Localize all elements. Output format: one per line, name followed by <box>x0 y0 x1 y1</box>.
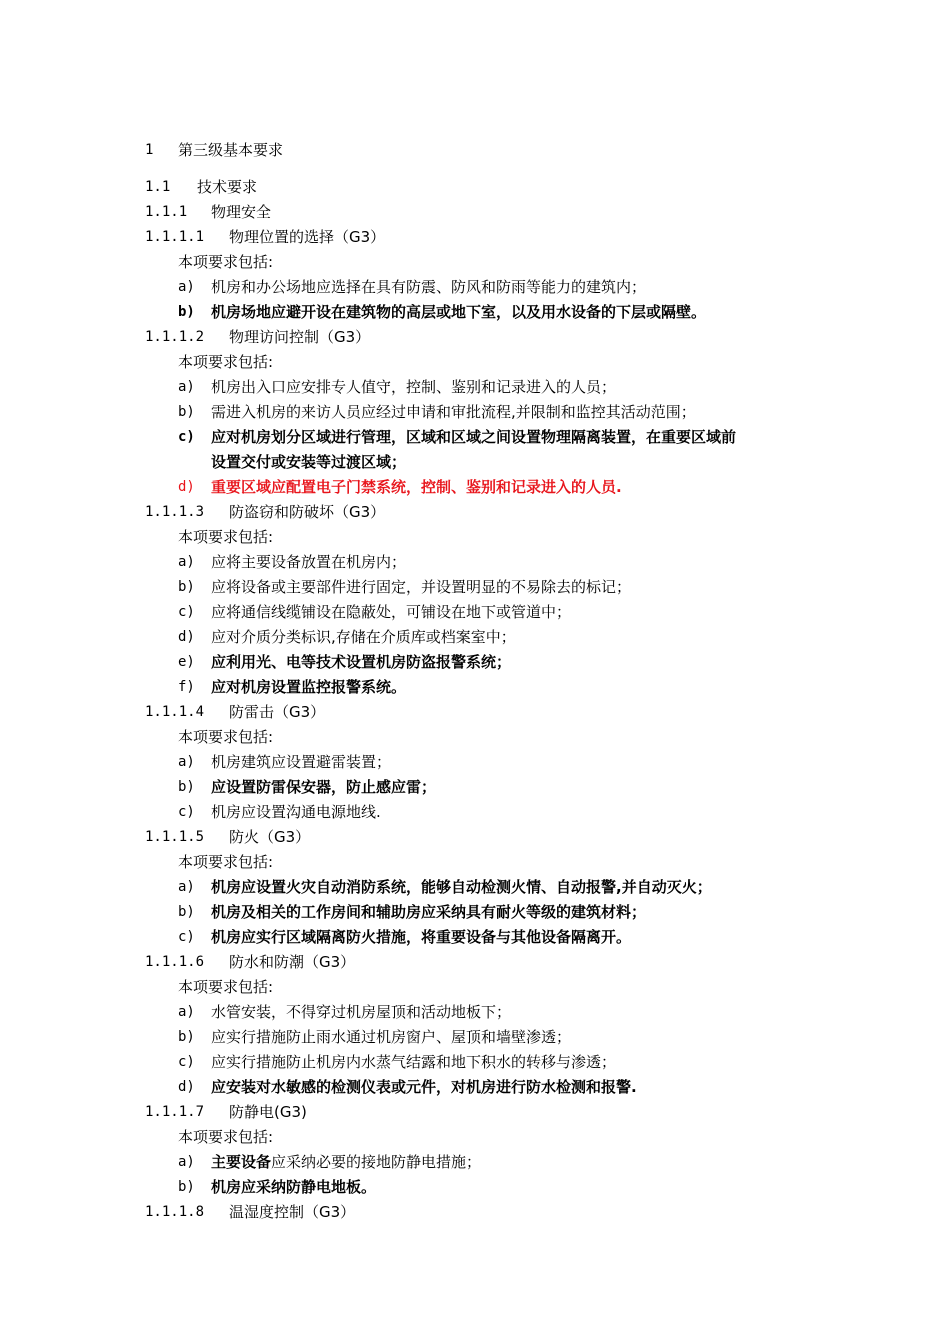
heading-title: 防静电(G3) <box>229 1103 307 1121</box>
item-text: 机房和办公场地应选择在具有防震、防风和防雨等能力的建筑内； <box>211 278 647 296</box>
item-text: 设置交付或安装等过渡区域； <box>211 453 407 471</box>
heading-title: 防水和防潮（G3） <box>229 953 356 971</box>
item-text-bold: 主要设备 <box>211 1153 272 1171</box>
item-text: 机房出入口应安排专人值守，控制、鉴别和记录进入的人员； <box>211 378 617 396</box>
item-text: 应利用光、电等技术设置机房防盗报警系统； <box>211 653 512 671</box>
requirements-intro: 本项要求包括: <box>178 978 274 996</box>
item-text-rest: 应采纳必要的接地防静电措施； <box>271 1153 482 1171</box>
item-text: 水管安装，不得穿过机房屋顶和活动地板下； <box>211 1003 512 1021</box>
item-label: a) <box>178 754 195 770</box>
item-text <box>211 1152 481 1172</box>
heading-number: 1.1.1.3 <box>145 504 205 520</box>
item-label: d) <box>178 479 195 495</box>
heading-number: 1.1.1.4 <box>145 704 205 720</box>
item-label: d) <box>178 629 195 645</box>
item-label: a) <box>178 879 195 895</box>
heading-title: 技术要求 <box>197 178 258 196</box>
item-text: 应对机房划分区域进行管理，区域和区域之间设置物理隔离装置，在重要区域前 <box>211 428 737 446</box>
heading-number: 1.1 <box>145 179 171 195</box>
item-text: 重要区域应配置电子门禁系统，控制、鉴别和记录进入的人员. <box>211 478 622 496</box>
requirements-intro: 本项要求包括: <box>178 728 274 746</box>
heading-title: 防雷击（G3） <box>229 703 326 721</box>
item-text: 机房及相关的工作房间和辅助房应采纳具有耐火等级的建筑材料； <box>211 903 647 921</box>
item-text: 需进入机房的来访人员应经过申请和审批流程,并限制和监控其活动范围； <box>211 403 696 421</box>
item-label: f) <box>178 679 195 695</box>
heading-number: 1 <box>145 142 154 158</box>
item-text: 应对机房设置监控报警系统。 <box>211 678 407 696</box>
item-label: e) <box>178 654 195 670</box>
heading-number: 1.1.1.5 <box>145 829 205 845</box>
heading-title: 物理位置的选择（G3） <box>229 228 386 246</box>
requirements-intro: 本项要求包括: <box>178 253 274 271</box>
requirements-intro: 本项要求包括: <box>178 1128 274 1146</box>
item-label: b) <box>178 1179 195 1195</box>
heading-title: 温湿度控制（G3） <box>229 1203 356 1221</box>
item-label: b) <box>178 304 195 320</box>
heading-number: 1.1.1.8 <box>145 1204 205 1220</box>
heading-title: 物理访问控制（G3） <box>229 328 371 346</box>
heading-title: 第三级基本要求 <box>178 141 284 159</box>
requirements-intro: 本项要求包括: <box>178 853 274 871</box>
item-label: a) <box>178 1004 195 1020</box>
item-text: 应对介质分类标识,存储在介质库或档案室中； <box>211 628 516 646</box>
item-text: 机房应设置沟通电源地线. <box>211 803 381 821</box>
item-label: a) <box>178 279 195 295</box>
heading-number: 1.1.1 <box>145 204 188 220</box>
item-text: 机房应采纳防静电地板。 <box>211 1178 377 1196</box>
item-text: 应将主要设备放置在机房内； <box>211 553 407 571</box>
item-label: a) <box>178 554 195 570</box>
item-text: 机房建筑应设置避雷装置； <box>211 753 392 771</box>
item-label: c) <box>178 429 195 445</box>
heading-number: 1.1.1.7 <box>145 1104 205 1120</box>
item-label: d) <box>178 1079 195 1095</box>
requirements-intro: 本项要求包括: <box>178 528 274 546</box>
item-text: 应设置防雷保安器，防止感应雷； <box>211 778 437 796</box>
item-text: 应实行措施防止机房内水蒸气结露和地下积水的转移与渗透； <box>211 1053 617 1071</box>
item-text: 机房应实行区域隔离防火措施，将重要设备与其他设备隔离开。 <box>211 928 632 946</box>
item-label: b) <box>178 904 195 920</box>
heading-title: 防盗窃和防破坏（G3） <box>229 503 386 521</box>
item-text: 应将通信线缆铺设在隐蔽处，可铺设在地下或管道中； <box>211 603 572 621</box>
item-label: c) <box>178 929 195 945</box>
item-text: 应实行措施防止雨水通过机房窗户、屋顶和墙壁渗透； <box>211 1028 572 1046</box>
item-label: a) <box>178 1154 195 1170</box>
heading-number: 1.1.1.2 <box>145 329 205 345</box>
item-label: b) <box>178 779 195 795</box>
item-label: a) <box>178 379 195 395</box>
item-text: 机房场地应避开设在建筑物的高层或地下室，以及用水设备的下层或隔壁。 <box>211 303 707 321</box>
requirements-intro: 本项要求包括: <box>178 353 274 371</box>
heading-number: 1.1.1.1 <box>145 229 205 245</box>
heading-title: 物理安全 <box>211 203 272 221</box>
item-label: b) <box>178 404 195 420</box>
heading-number: 1.1.1.6 <box>145 954 205 970</box>
item-label: b) <box>178 579 195 595</box>
heading-title: 防火（G3） <box>229 828 311 846</box>
item-text: 应安装对水敏感的检测仪表或元件，对机房进行防水检测和报警. <box>211 1078 637 1096</box>
item-text: 应将设备或主要部件进行固定，并设置明显的不易除去的标记； <box>211 578 632 596</box>
item-text: 机房应设置火灾自动消防系统，能够自动检测火情、自动报警,并自动灭火； <box>211 878 712 896</box>
item-label: b) <box>178 1029 195 1045</box>
item-label: c) <box>178 804 195 820</box>
item-label: c) <box>178 604 195 620</box>
item-label: c) <box>178 1054 195 1070</box>
